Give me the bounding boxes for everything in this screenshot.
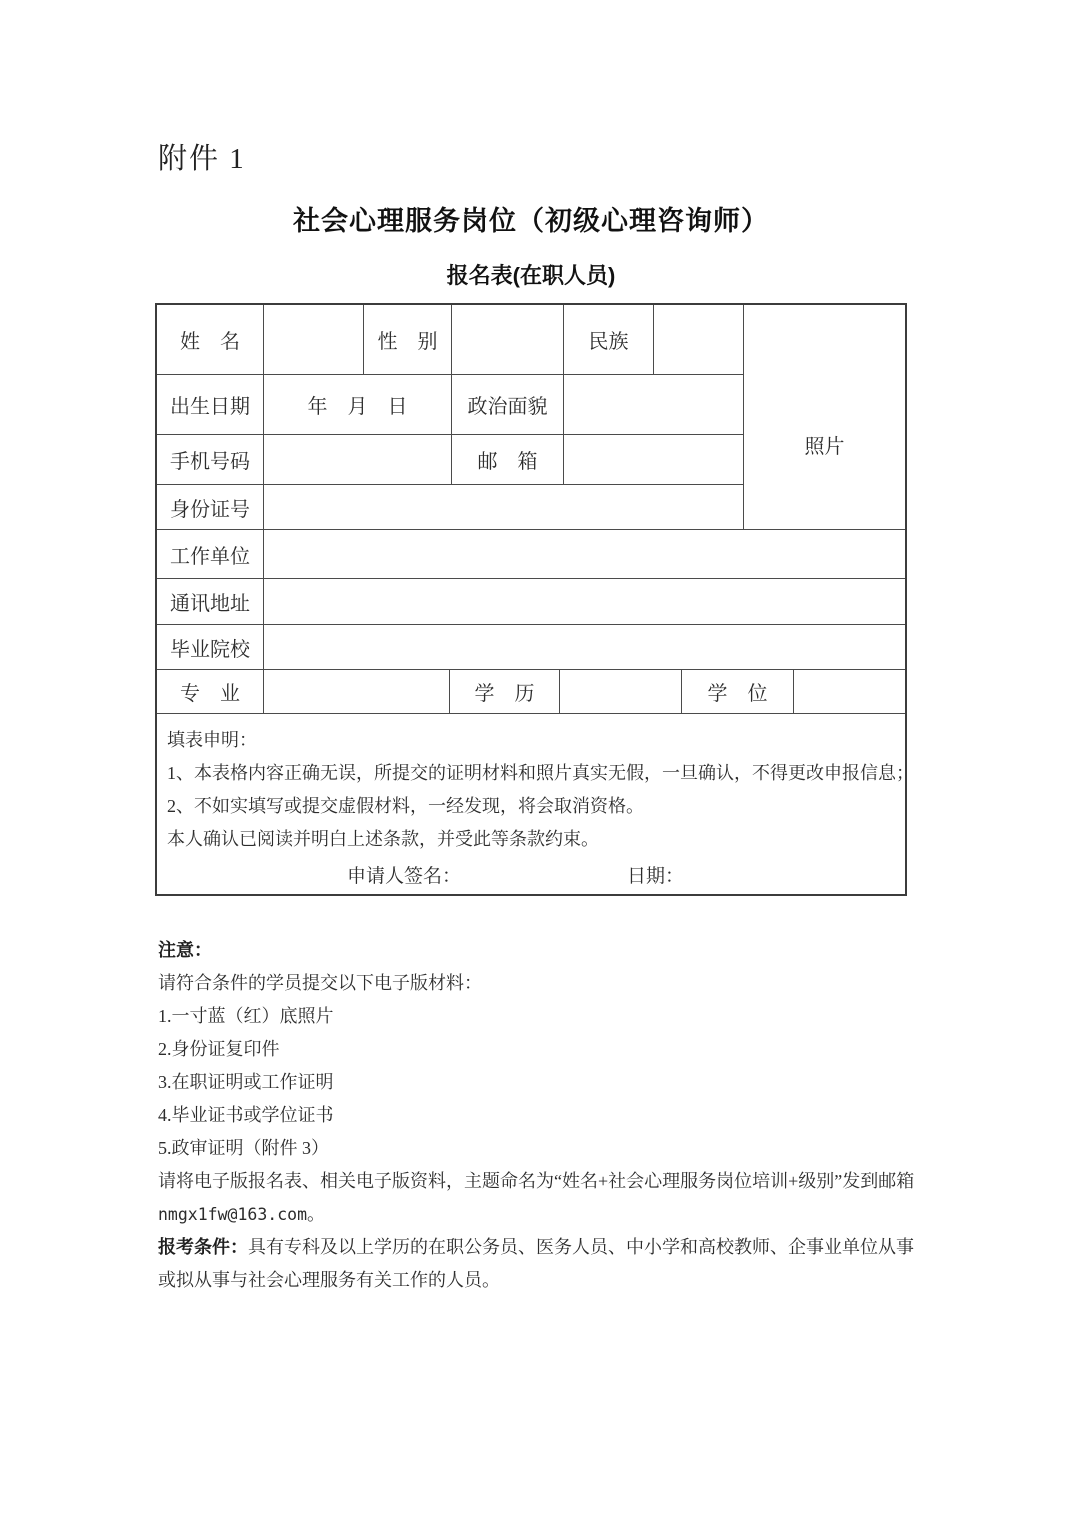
cell-degree-label: 学 位 xyxy=(682,670,794,714)
cell-address-value xyxy=(264,579,905,625)
notes-intro: 请符合条件的学员提交以下电子版材料： xyxy=(158,973,482,993)
cell-idnumber-label: 身份证号 xyxy=(157,485,264,530)
application-requirements xyxy=(158,1231,930,1297)
submission-email: nmgx1fw@163.com xyxy=(158,1205,308,1224)
cell-employer-value xyxy=(264,530,905,579)
cell-ethnicity-label: 民族 xyxy=(564,305,654,375)
cell-major-value xyxy=(264,670,450,714)
cell-employer-label: 工作单位 xyxy=(157,530,264,579)
declaration-heading: 填表申明： xyxy=(167,730,257,750)
cell-ethnicity-value xyxy=(654,305,744,375)
requirements-label: 报考条件： xyxy=(158,1237,248,1257)
applicant-signature-label: 申请人签名： xyxy=(347,866,462,887)
cell-name-label: 姓 名 xyxy=(157,305,264,375)
registration-form-table xyxy=(155,303,914,896)
cell-birthdate-label: 出生日期 xyxy=(157,375,264,435)
submission-text-end: 。 xyxy=(307,1204,326,1224)
document-subtitle: 报名表(在职人员) xyxy=(446,263,616,288)
cell-mobile-label: 手机号码 xyxy=(157,435,264,485)
cell-political-value xyxy=(564,375,744,435)
date-label: 日期： xyxy=(627,866,685,887)
signature-row xyxy=(157,860,905,893)
declaration-cell xyxy=(157,714,914,894)
declaration-line: 1、本表格内容正确无误，所提交的证明材料和照片真实无假，一旦确认，不得更改申报信息； xyxy=(167,763,914,783)
submission-instructions xyxy=(158,1165,930,1231)
cell-gender-value xyxy=(452,305,564,375)
notes-item: 1.一寸蓝（红）底照片 xyxy=(158,1006,334,1026)
cell-major-label: 专 业 xyxy=(157,670,264,714)
requirements-text: 具有专科及以上学历的在职公务员、医务人员、中小学和高校教师、企事业单位从事或拟从事与社会心理服务有关工作的人员。 xyxy=(158,1237,914,1290)
notes-item: 5.政审证明（附件 3） xyxy=(158,1138,329,1158)
cell-school-label: 毕业院校 xyxy=(157,625,264,670)
cell-education-label: 学 历 xyxy=(450,670,560,714)
cell-address-label: 通讯地址 xyxy=(157,579,264,625)
cell-school-value xyxy=(264,625,905,670)
document-title: 社会心理服务岗位（初级心理咨询师） xyxy=(293,206,769,236)
cell-name-value xyxy=(264,305,364,375)
cell-email-label: 邮 箱 xyxy=(452,435,564,485)
declaration-line: 本人确认已阅读并明白上述条款，并受此等条款约束。 xyxy=(167,829,599,849)
notes-heading: 注意： xyxy=(158,940,212,960)
declaration-line: 2、不如实填写或提交虚假材料，一经发现，将会取消资格。 xyxy=(167,796,644,816)
cell-idnumber-value xyxy=(264,485,744,530)
cell-mobile-value xyxy=(264,435,452,485)
notes-item: 3.在职证明或工作证明 xyxy=(158,1072,334,1092)
notes-item: 4.毕业证书或学位证书 xyxy=(158,1105,334,1125)
submission-text: 请将电子版报名表、相关电子版资料，主题命名为“姓名+社会心理服务岗位培训+级别”发到邮箱 xyxy=(158,1171,915,1191)
cell-education-value xyxy=(560,670,682,714)
attachment-label: 附件 1 xyxy=(158,143,246,175)
cell-email-value xyxy=(564,435,744,485)
cell-photo: 照片 xyxy=(744,305,905,530)
cell-political-label: 政治面貌 xyxy=(452,375,564,435)
cell-birthdate-value: 年 月 日 xyxy=(264,375,452,435)
cell-gender-label: 性 别 xyxy=(364,305,452,375)
cell-degree-value xyxy=(794,670,905,714)
notes-item: 2.身份证复印件 xyxy=(158,1039,280,1059)
notes-section xyxy=(158,934,930,1297)
